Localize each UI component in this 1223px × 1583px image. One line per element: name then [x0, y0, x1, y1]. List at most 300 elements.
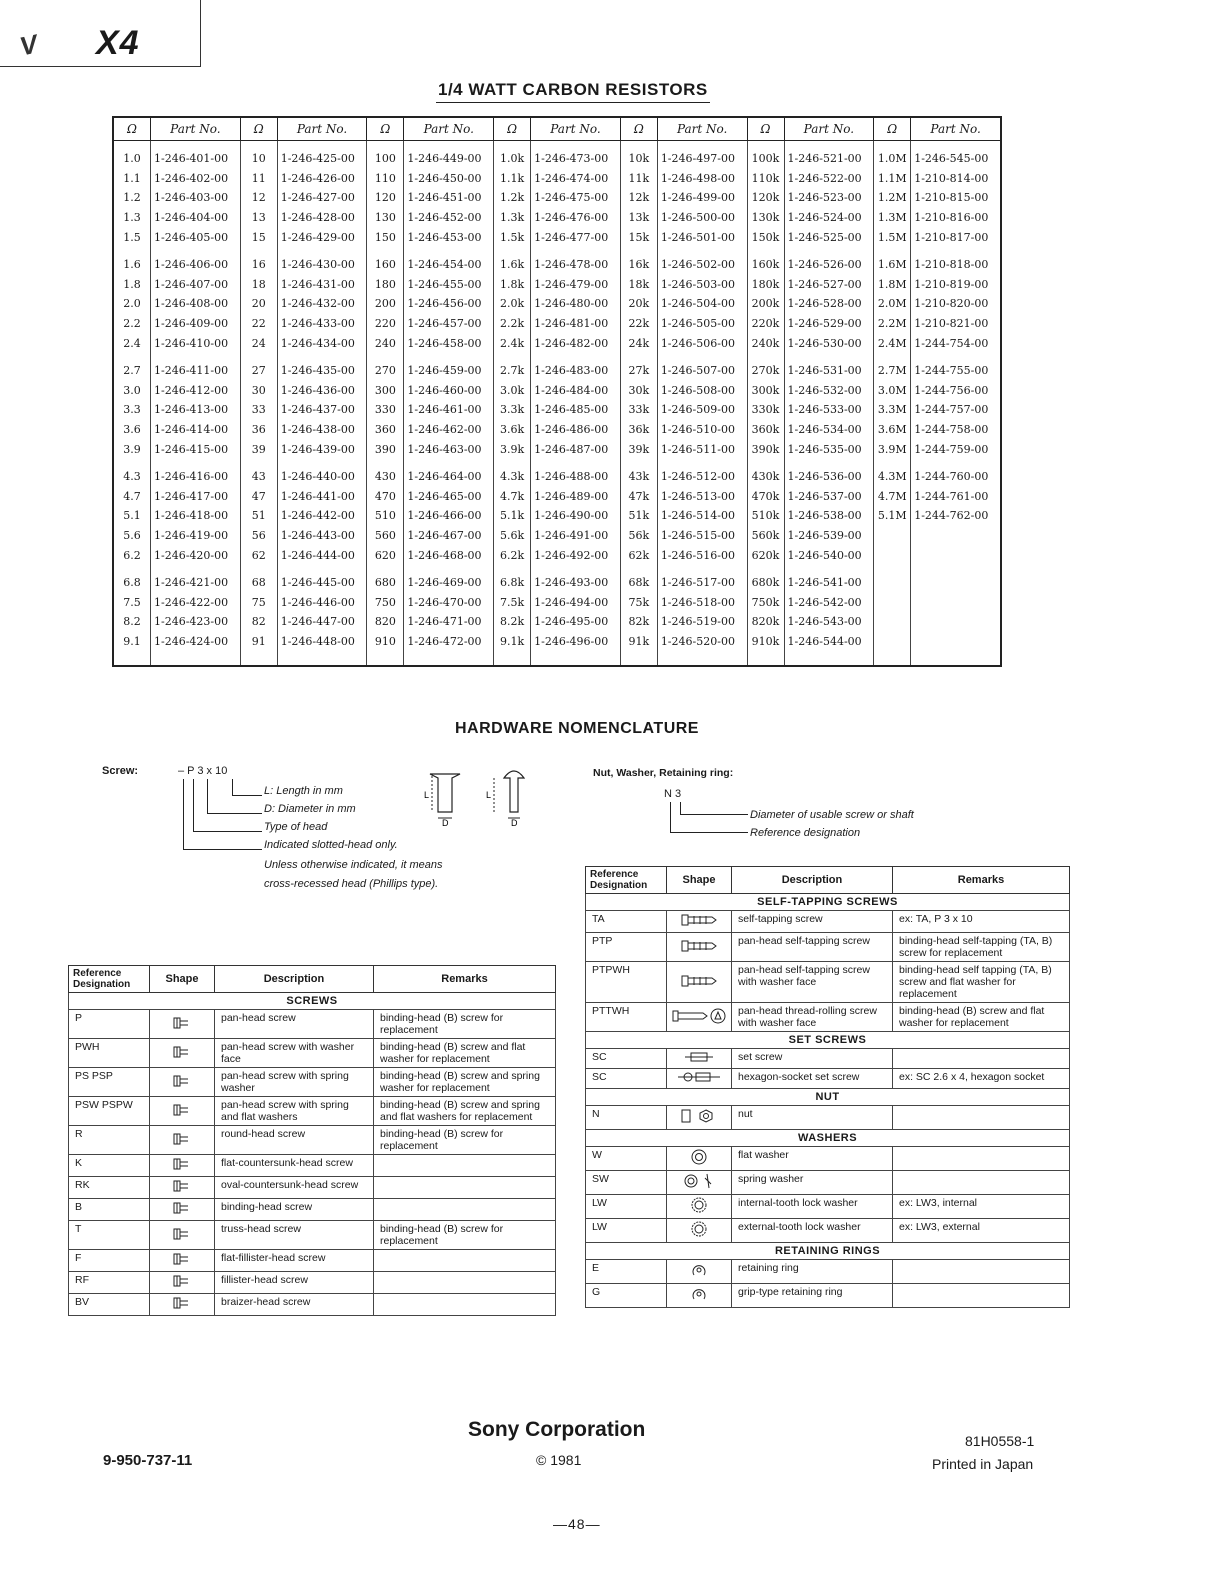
- reference-designation: T: [69, 1221, 150, 1250]
- part-number: 1-246-540-00: [784, 545, 874, 565]
- part-number: 1-246-509-00: [657, 400, 747, 420]
- part-number: 1-246-451-00: [404, 188, 494, 208]
- shape: [667, 933, 732, 962]
- part-number: 1-246-478-00: [531, 247, 621, 275]
- resistor-row: [113, 400, 1001, 420]
- resistance-value: 120: [367, 188, 404, 208]
- part-number: 1-246-476-00: [531, 208, 621, 228]
- part-number: 1-246-435-00: [277, 353, 367, 381]
- description: pan-head screw: [215, 1010, 374, 1039]
- resistance-value: 15k: [620, 227, 657, 247]
- part-number: 1-246-532-00: [784, 381, 874, 401]
- resistance-value: 9.1: [113, 632, 151, 667]
- resistance-value: 180k: [747, 275, 784, 295]
- resistance-value: 10: [240, 141, 277, 169]
- part-number-column-header: Part No.: [911, 117, 1001, 141]
- remarks: [893, 1171, 1070, 1195]
- resistance-value: 270k: [747, 353, 784, 381]
- remarks: binding-head (B) screw and spring and flat washers for replacement: [374, 1097, 556, 1126]
- resistance-value: 27k: [620, 353, 657, 381]
- resistance-value: 3.3: [113, 400, 151, 420]
- hardware-row: [69, 1097, 556, 1126]
- shape: [667, 1069, 732, 1089]
- resistance-value: 1.5: [113, 227, 151, 247]
- resistance-value: 62k: [620, 545, 657, 565]
- part-number: 1-246-484-00: [531, 381, 621, 401]
- resistance-value: [874, 565, 911, 593]
- part-number: 1-246-421-00: [151, 565, 241, 593]
- shape: [150, 1199, 215, 1221]
- resistance-value: 1.1M: [874, 169, 911, 189]
- resistance-value: 82: [240, 612, 277, 632]
- part-number: 1-210-821-00: [911, 314, 1001, 334]
- screw-type-note: Type of head: [264, 821, 328, 833]
- resistance-value: 820k: [747, 612, 784, 632]
- remarks: ex: LW3, internal: [893, 1195, 1070, 1219]
- reference-designation: PWH: [69, 1039, 150, 1068]
- remarks: binding-head (B) screw and flat washer for replacement: [893, 1003, 1070, 1032]
- reference-designation: PSW PSPW: [69, 1097, 150, 1126]
- lock-washer-icon: [687, 1220, 711, 1238]
- part-number: 1-246-487-00: [531, 439, 621, 459]
- nut-code: N 3: [664, 788, 682, 800]
- hex-socket-set-screw-icon: [674, 1070, 724, 1084]
- part-number: 1-244-759-00: [911, 439, 1001, 459]
- part-number: 1-246-535-00: [784, 439, 874, 459]
- hardware-row: [69, 1010, 556, 1039]
- part-number: 1-246-461-00: [404, 400, 494, 420]
- dim-L-label: L: [424, 790, 430, 800]
- part-number: 1-246-494-00: [531, 592, 621, 612]
- part-number: 1-244-758-00: [911, 420, 1001, 440]
- resistor-row: [113, 141, 1001, 169]
- part-number: 1-210-817-00: [911, 227, 1001, 247]
- part-number: 1-244-755-00: [911, 353, 1001, 381]
- resistance-value: 820: [367, 612, 404, 632]
- part-number: 1-246-401-00: [151, 141, 241, 169]
- part-number: 1-246-504-00: [657, 294, 747, 314]
- self-tapping-screw-icon: [672, 938, 726, 954]
- resistance-value: 470: [367, 487, 404, 507]
- part-number-column-header: Part No.: [657, 117, 747, 141]
- resistor-row: [113, 459, 1001, 487]
- hardware-row: [586, 1106, 1070, 1130]
- resistance-value: 560k: [747, 526, 784, 546]
- reference-designation: LW: [586, 1219, 667, 1243]
- resistor-table-title: 1/4 WATT CARBON RESISTORS: [436, 80, 710, 103]
- reference-designation: PTTWH: [586, 1003, 667, 1032]
- reference-designation: RK: [69, 1177, 150, 1199]
- hardware-row: [586, 1195, 1070, 1219]
- part-number: 1-246-521-00: [784, 141, 874, 169]
- screw-shape-icon: [160, 1044, 204, 1060]
- part-number: 1-246-510-00: [657, 420, 747, 440]
- screw-shape-icon: [160, 1200, 204, 1216]
- resistance-value: 68: [240, 565, 277, 593]
- part-number: 1-246-542-00: [784, 592, 874, 612]
- reference-designation: PTPWH: [586, 962, 667, 1003]
- part-number: 1-246-544-00: [784, 632, 874, 667]
- resistance-value: 360k: [747, 420, 784, 440]
- resistance-value: 1.0: [113, 141, 151, 169]
- resistance-value: 2.7: [113, 353, 151, 381]
- hardware-row: [586, 1069, 1070, 1089]
- resistance-value: 20k: [620, 294, 657, 314]
- part-number: 1-246-459-00: [404, 353, 494, 381]
- description: truss-head screw: [215, 1221, 374, 1250]
- shape: [150, 1010, 215, 1039]
- resistance-value: 1.2M: [874, 188, 911, 208]
- part-number: 1-246-495-00: [531, 612, 621, 632]
- hardware-row: [586, 1147, 1070, 1171]
- part-number: 1-246-460-00: [404, 381, 494, 401]
- part-number: 1-244-756-00: [911, 381, 1001, 401]
- resistor-row: [113, 353, 1001, 381]
- shape: [150, 1155, 215, 1177]
- shape: [150, 1250, 215, 1272]
- resistance-value: 2.0: [113, 294, 151, 314]
- resistance-value: 56: [240, 526, 277, 546]
- hardware-row: [586, 1260, 1070, 1284]
- part-number: 1-246-430-00: [277, 247, 367, 275]
- copyright: © 1981: [536, 1452, 582, 1468]
- description: fillister-head screw: [215, 1272, 374, 1294]
- part-number: 1-244-760-00: [911, 459, 1001, 487]
- part-number: 1-246-418-00: [151, 506, 241, 526]
- retaining-ring-icon: [687, 1261, 711, 1279]
- resistance-value: [874, 545, 911, 565]
- resistance-value: 2.4M: [874, 333, 911, 353]
- resistance-value: 1.8M: [874, 275, 911, 295]
- hardware-row: [69, 1250, 556, 1272]
- part-number: 1-246-443-00: [277, 526, 367, 546]
- part-number: 1-246-480-00: [531, 294, 621, 314]
- resistance-value: 39: [240, 439, 277, 459]
- part-number-column-header: Part No.: [404, 117, 494, 141]
- part-number: 1-246-508-00: [657, 381, 747, 401]
- resistance-value: 16: [240, 247, 277, 275]
- part-number: 1-246-452-00: [404, 208, 494, 228]
- description: flat washer: [732, 1147, 893, 1171]
- part-number: 1-246-475-00: [531, 188, 621, 208]
- resistance-value: 4.3: [113, 459, 151, 487]
- part-number: 1-246-424-00: [151, 632, 241, 667]
- resistance-value: 33: [240, 400, 277, 420]
- part-number: 1-246-514-00: [657, 506, 747, 526]
- part-number-column-header: Part No.: [151, 117, 241, 141]
- resistor-row: [113, 333, 1001, 353]
- resistance-value: 2.4: [113, 333, 151, 353]
- shape: [150, 1126, 215, 1155]
- part-number: 1-246-407-00: [151, 275, 241, 295]
- part-number: 1-246-534-00: [784, 420, 874, 440]
- part-number: 1-246-423-00: [151, 612, 241, 632]
- col-shape: Shape: [150, 966, 215, 993]
- resistance-value: 4.3M: [874, 459, 911, 487]
- description: pan-head screw with spring washer: [215, 1068, 374, 1097]
- reference-designation: R: [69, 1126, 150, 1155]
- resistor-row: [113, 227, 1001, 247]
- resistance-value: 62: [240, 545, 277, 565]
- part-number: 1-246-482-00: [531, 333, 621, 353]
- screw-note-line2: cross-recessed head (Phillips type).: [264, 878, 439, 890]
- resistance-value: 110k: [747, 169, 784, 189]
- part-number: 1-246-432-00: [277, 294, 367, 314]
- resistor-row: [113, 592, 1001, 612]
- part-number: 1-246-471-00: [404, 612, 494, 632]
- part-number: 1-246-455-00: [404, 275, 494, 295]
- reference-designation: SW: [586, 1171, 667, 1195]
- section-title: WASHERS: [586, 1130, 1070, 1147]
- part-number: 1-246-533-00: [784, 400, 874, 420]
- resistance-value: 1.2k: [494, 188, 531, 208]
- remarks: ex: TA, P 3 x 10: [893, 911, 1070, 933]
- screw-slotted-note: Indicated slotted-head only.: [264, 839, 398, 851]
- shape: [667, 962, 732, 1003]
- resistance-value: 24: [240, 333, 277, 353]
- resistance-value: 36k: [620, 420, 657, 440]
- part-number: 1-246-447-00: [277, 612, 367, 632]
- part-number: 1-246-489-00: [531, 487, 621, 507]
- resistance-value: 5.1M: [874, 506, 911, 526]
- nut-diameter-note: Diameter of usable screw or shaft: [750, 809, 914, 821]
- resistance-value: 82k: [620, 612, 657, 632]
- resistance-value: 24k: [620, 333, 657, 353]
- hardware-row: [69, 1155, 556, 1177]
- resistance-value: 100k: [747, 141, 784, 169]
- resistance-value: 430: [367, 459, 404, 487]
- reference-designation: RF: [69, 1272, 150, 1294]
- part-number: 1-246-528-00: [784, 294, 874, 314]
- part-number: [911, 526, 1001, 546]
- part-number: 1-246-414-00: [151, 420, 241, 440]
- reference-designation: BV: [69, 1294, 150, 1316]
- print-code: 81H0558-1: [965, 1433, 1035, 1449]
- part-number: 1-246-472-00: [404, 632, 494, 667]
- resistance-value: 510k: [747, 506, 784, 526]
- hardware-row: [69, 1039, 556, 1068]
- part-number: 1-246-402-00: [151, 169, 241, 189]
- resistor-row: [113, 188, 1001, 208]
- resistance-value: 1.5k: [494, 227, 531, 247]
- resistor-row: [113, 487, 1001, 507]
- lock-washer-icon: [687, 1196, 711, 1214]
- hardware-row: [586, 911, 1070, 933]
- description: pan-head screw with washer face: [215, 1039, 374, 1068]
- resistance-value: 240: [367, 333, 404, 353]
- resistance-value: 4.7k: [494, 487, 531, 507]
- shape: [150, 1294, 215, 1316]
- resistance-value: 1.3: [113, 208, 151, 228]
- part-number: 1-246-496-00: [531, 632, 621, 667]
- shape: [667, 1260, 732, 1284]
- part-number: 1-246-538-00: [784, 506, 874, 526]
- screw-shape-icon: [160, 1102, 204, 1118]
- part-number: 1-246-518-00: [657, 592, 747, 612]
- resistance-value: 3.0k: [494, 381, 531, 401]
- resistance-value: 3.9M: [874, 439, 911, 459]
- resistance-value: 51: [240, 506, 277, 526]
- part-number: 1-246-524-00: [784, 208, 874, 228]
- resistance-value: 30: [240, 381, 277, 401]
- resistance-value: 10k: [620, 141, 657, 169]
- description: pan-head self-tapping screw with washer face: [732, 962, 893, 1003]
- document-number: 9-950-737-11: [103, 1452, 193, 1469]
- remarks: [893, 1284, 1070, 1308]
- hardware-row: [586, 1284, 1070, 1308]
- shape: [150, 1097, 215, 1126]
- printed-in: Printed in Japan: [932, 1456, 1034, 1472]
- set-screw-icon: [677, 1050, 721, 1064]
- resistance-value: 56k: [620, 526, 657, 546]
- part-number: 1-246-456-00: [404, 294, 494, 314]
- resistance-value: 470k: [747, 487, 784, 507]
- resistor-row: [113, 632, 1001, 667]
- resistor-row: [113, 381, 1001, 401]
- part-number: 1-246-431-00: [277, 275, 367, 295]
- part-number: 1-246-445-00: [277, 565, 367, 593]
- hardware-row: [586, 933, 1070, 962]
- resistance-value: 1.3k: [494, 208, 531, 228]
- description: pan-head thread-rolling screw with washer face: [732, 1003, 893, 1032]
- part-number: 1-246-477-00: [531, 227, 621, 247]
- reference-designation: TA: [586, 911, 667, 933]
- part-number: 1-246-448-00: [277, 632, 367, 667]
- shape: [667, 1219, 732, 1243]
- reference-designation: F: [69, 1250, 150, 1272]
- part-number: 1-246-412-00: [151, 381, 241, 401]
- resistance-value: 150: [367, 227, 404, 247]
- resistance-value: 8.2k: [494, 612, 531, 632]
- col-description: Description: [215, 966, 374, 993]
- part-number: 1-246-422-00: [151, 592, 241, 612]
- remarks: [893, 1260, 1070, 1284]
- resistance-value: 2.4k: [494, 333, 531, 353]
- resistance-value: 13k: [620, 208, 657, 228]
- flat-washer-icon: [687, 1148, 711, 1166]
- nut-label: Nut, Washer, Retaining ring:: [593, 767, 734, 779]
- resistance-value: 150k: [747, 227, 784, 247]
- hardware-row: [69, 1221, 556, 1250]
- part-number: 1-246-488-00: [531, 459, 621, 487]
- resistance-value: 620k: [747, 545, 784, 565]
- dim-D-label: D: [442, 818, 449, 828]
- resistor-table: [112, 116, 1002, 667]
- part-number: 1-246-515-00: [657, 526, 747, 546]
- part-number: 1-246-416-00: [151, 459, 241, 487]
- resistance-value: 4.7: [113, 487, 151, 507]
- resistance-value: 680: [367, 565, 404, 593]
- resistance-value: 15: [240, 227, 277, 247]
- part-number: 1-246-449-00: [404, 141, 494, 169]
- part-number: 1-246-543-00: [784, 612, 874, 632]
- remarks: [893, 1106, 1070, 1130]
- description: pan-head screw with spring and flat washers: [215, 1097, 374, 1126]
- part-number: 1-246-483-00: [531, 353, 621, 381]
- part-number: 1-246-529-00: [784, 314, 874, 334]
- part-number: 1-246-525-00: [784, 227, 874, 247]
- resistance-value: 2.2: [113, 314, 151, 334]
- resistor-row: [113, 247, 1001, 275]
- description: set screw: [732, 1049, 893, 1069]
- resistance-value: 200k: [747, 294, 784, 314]
- reference-designation: G: [586, 1284, 667, 1308]
- resistance-value: 510: [367, 506, 404, 526]
- resistance-value: 3.9: [113, 439, 151, 459]
- description: hexagon-socket set screw: [732, 1069, 893, 1089]
- col-shape-right: Shape: [667, 867, 732, 894]
- col-ref-designation-right: Reference Designation: [586, 867, 667, 894]
- screw-length-note: L: Length in mm: [264, 785, 343, 797]
- reference-designation: W: [586, 1147, 667, 1171]
- dim-L-label-2: L: [486, 790, 492, 800]
- part-number: 1-246-500-00: [657, 208, 747, 228]
- dim-D-label-2: D: [511, 818, 518, 828]
- part-number: 1-246-462-00: [404, 420, 494, 440]
- resistance-value: 220: [367, 314, 404, 334]
- description: flat-fillister-head screw: [215, 1250, 374, 1272]
- screw-shape-icon: [160, 1015, 204, 1031]
- part-number-column-header: Part No.: [531, 117, 621, 141]
- part-number: 1-246-513-00: [657, 487, 747, 507]
- part-number: 1-246-539-00: [784, 526, 874, 546]
- resistor-row: [113, 565, 1001, 593]
- part-number: 1-246-506-00: [657, 333, 747, 353]
- self-tapping-screw-icon: [672, 912, 726, 928]
- part-number: 1-246-481-00: [531, 314, 621, 334]
- resistance-value: 43k: [620, 459, 657, 487]
- part-number: 1-244-754-00: [911, 333, 1001, 353]
- screw-shape-icon: [160, 1178, 204, 1194]
- reference-designation: N: [586, 1106, 667, 1130]
- part-number: 1-246-465-00: [404, 487, 494, 507]
- spring-washer-icon: [677, 1172, 721, 1190]
- part-number: 1-246-428-00: [277, 208, 367, 228]
- resistance-value: 43: [240, 459, 277, 487]
- part-number-column-header: Part No.: [784, 117, 874, 141]
- part-number: 1-246-499-00: [657, 188, 747, 208]
- resistance-value: 5.6k: [494, 526, 531, 546]
- resistance-value: 1.2: [113, 188, 151, 208]
- remarks: [374, 1294, 556, 1316]
- hardware-row: [69, 1177, 556, 1199]
- shape: [667, 1106, 732, 1130]
- resistance-value: 430k: [747, 459, 784, 487]
- remarks: [374, 1272, 556, 1294]
- resistance-value: 39k: [620, 439, 657, 459]
- ohm-column-header: Ω: [113, 117, 151, 141]
- part-number: 1-246-527-00: [784, 275, 874, 295]
- description: internal-tooth lock washer: [732, 1195, 893, 1219]
- part-number: 1-246-408-00: [151, 294, 241, 314]
- resistance-value: 910k: [747, 632, 784, 667]
- resistance-value: 1.0k: [494, 141, 531, 169]
- thread-rolling-screw-icon: [669, 1007, 729, 1025]
- resistance-value: 12k: [620, 188, 657, 208]
- round-head-screw-icon: [504, 771, 524, 812]
- resistance-value: 6.2k: [494, 545, 531, 565]
- part-number: 1-246-537-00: [784, 487, 874, 507]
- hardware-row: [69, 1272, 556, 1294]
- resistor-row: [113, 294, 1001, 314]
- part-number: 1-246-530-00: [784, 333, 874, 353]
- resistance-value: 2.2M: [874, 314, 911, 334]
- description: nut: [732, 1106, 893, 1130]
- shape: [150, 1039, 215, 1068]
- resistance-value: 300: [367, 381, 404, 401]
- resistance-value: 3.6: [113, 420, 151, 440]
- resistance-value: 130k: [747, 208, 784, 228]
